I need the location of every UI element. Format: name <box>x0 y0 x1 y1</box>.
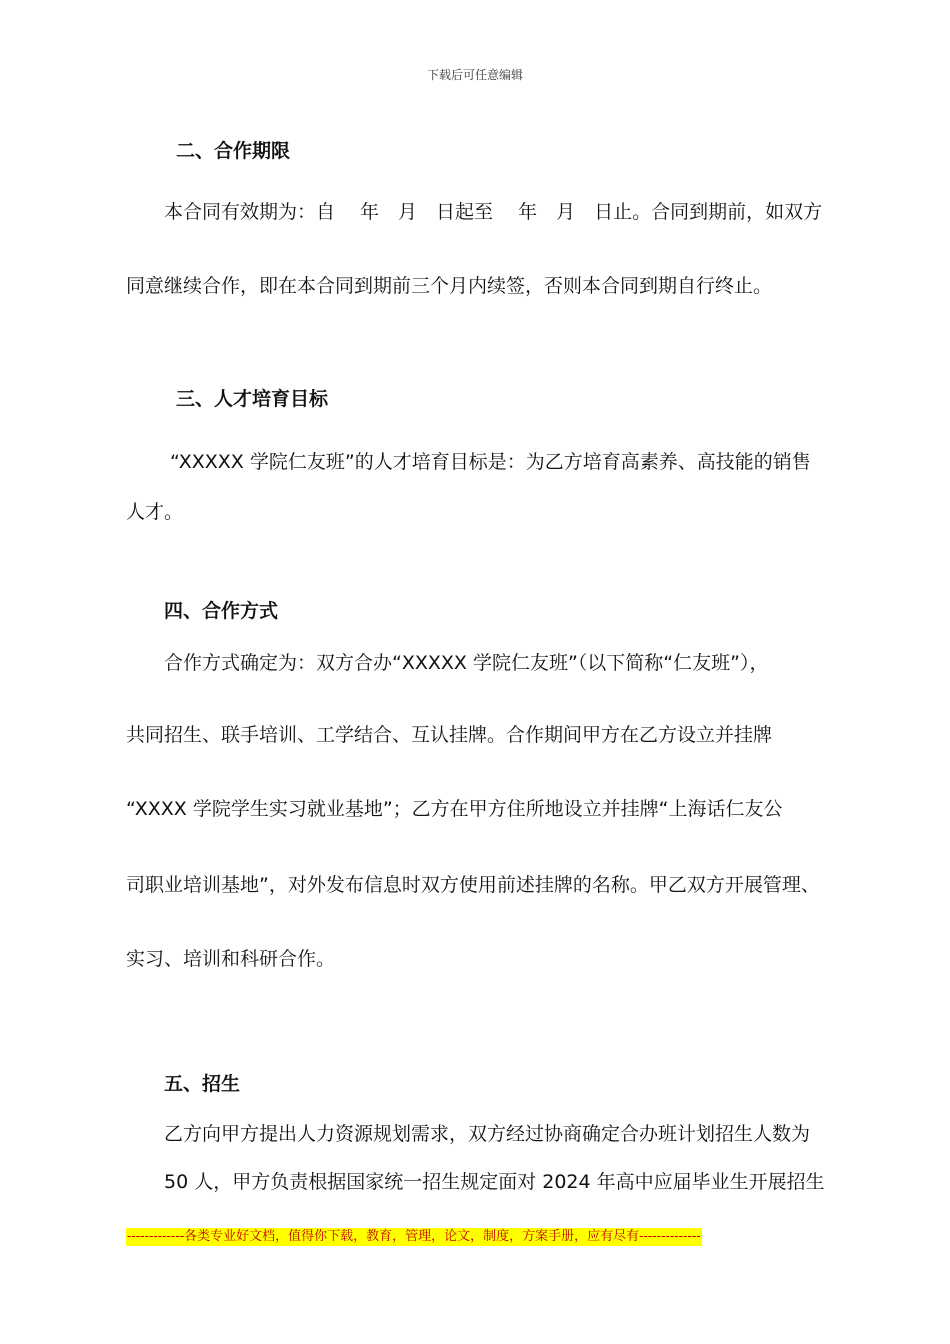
section-4-heading: 四、合作方式 <box>164 600 279 622</box>
section-2-line-2: 同意继续合作，即在本合同到期前三个月内续签，否则本合同到期自行终止。 <box>126 275 773 297</box>
section-5-line-2: 50 人，甲方负责根据国家统一招生规定面对 2024 年高中应届毕业生开展招生 <box>164 1171 825 1193</box>
section-3-heading: 三、人才培育目标 <box>176 388 329 410</box>
section-3-line-1: “XXXXX 学院仁友班”的人才培育目标是：为乙方培育高素养、高技能的销售 <box>170 451 811 473</box>
section-4-line-5: 实习、培训和科研合作。 <box>126 948 336 970</box>
section-2-heading: 二、合作期限 <box>176 140 291 162</box>
section-3-line-2: 人才。 <box>126 501 184 523</box>
section-5-line-1: 乙方向甲方提出人力资源规划需求，双方经过协商确定合办班计划招生人数为 <box>164 1123 811 1145</box>
footer-banner: -------------各类专业好文档，值得你下载，教育，管理，论文，制度，方案手册，应有尽有-------------- <box>127 1229 701 1244</box>
section-4-line-3: “XXXX 学院学生实习就业基地”；乙方在甲方住所地设立并挂牌“上海话仁友公 <box>126 798 783 820</box>
section-4-line-2: 共同招生、联手培训、工学结合、互认挂牌。合作期间甲方在乙方设立并挂牌 <box>126 724 773 746</box>
section-4-line-1: 合作方式确定为：双方合办“XXXXX 学院仁友班”（以下简称“仁友班”）， <box>164 652 769 674</box>
section-5-heading: 五、招生 <box>164 1073 241 1095</box>
section-2-line-1: 本合同有效期为：自 年 月 日起至 年 月 日止。合同到期前，如双方 <box>164 201 823 223</box>
section-4-line-4: 司职业培训基地”，对外发布信息时双方使用前述挂牌的名称。甲乙双方开展管理、 <box>126 874 820 896</box>
page-header: 下载后可任意编辑 <box>426 68 523 82</box>
